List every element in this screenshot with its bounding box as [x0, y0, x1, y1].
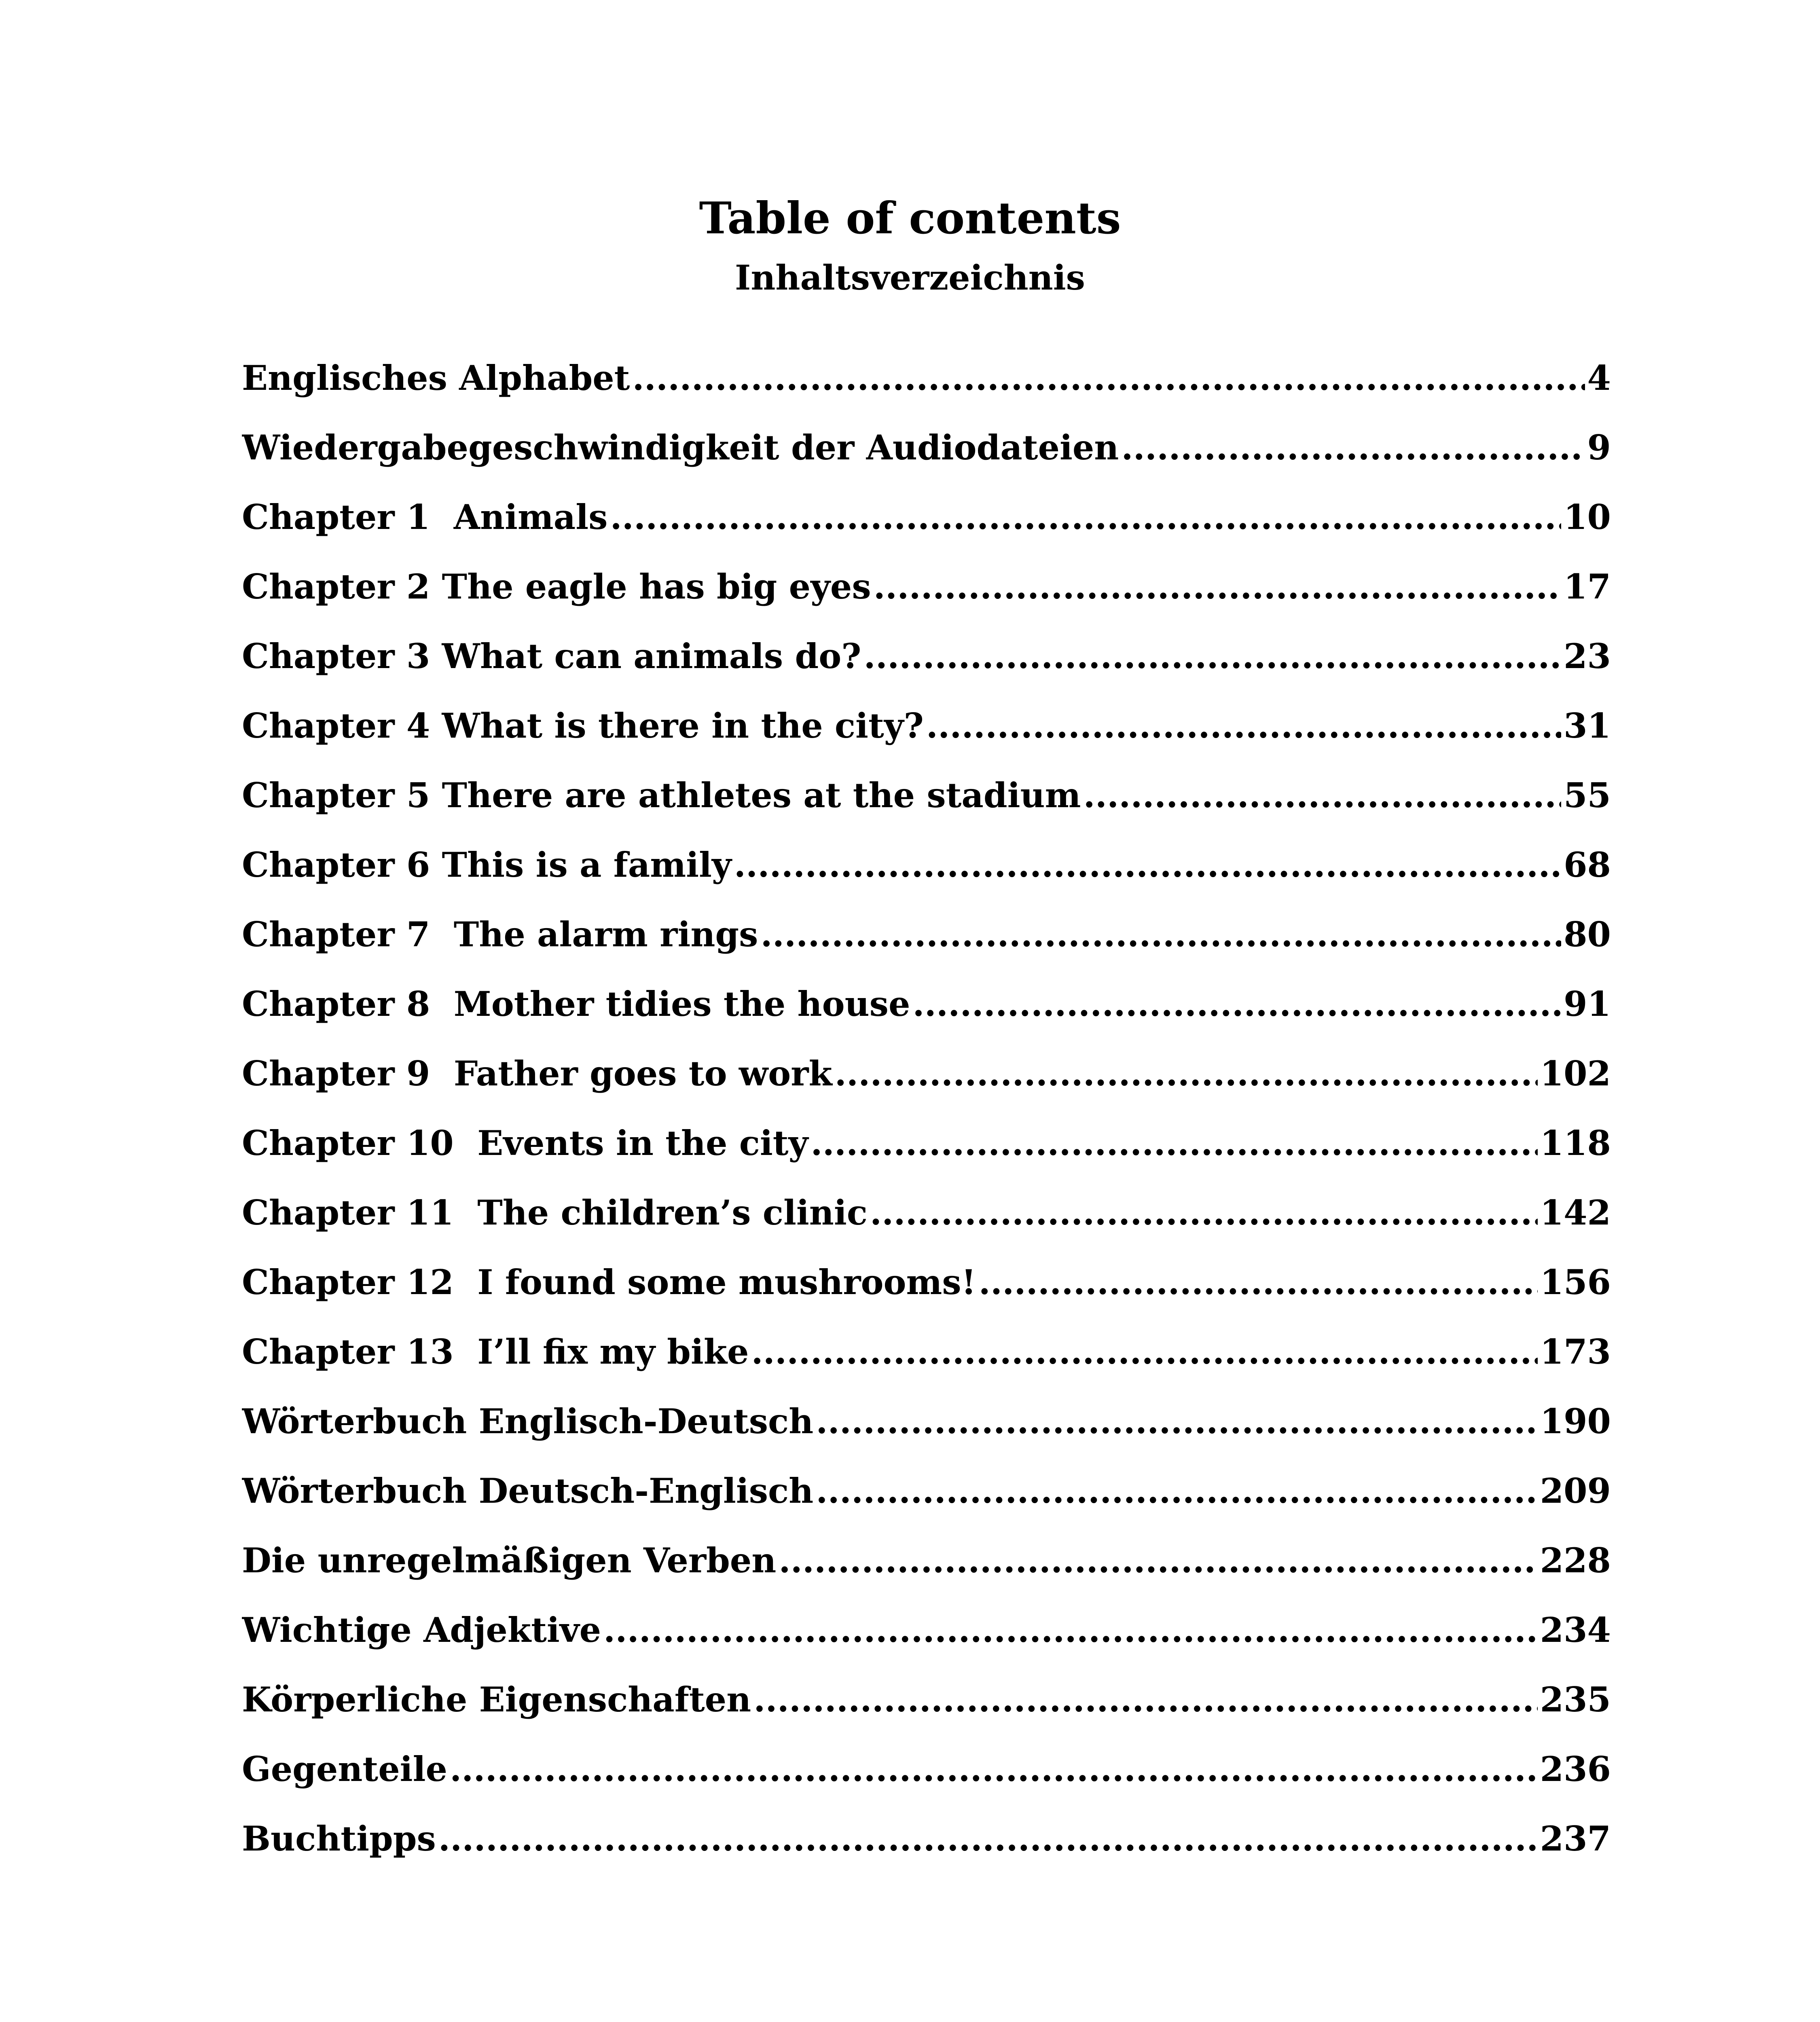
- toc-entry-label: Chapter 13 I’ll fix my bike: [242, 1332, 749, 1372]
- toc-dot-leader: [753, 1677, 1537, 1722]
- toc-entry-label: Chapter 12 I found some mushrooms!: [242, 1262, 976, 1302]
- toc-entry[interactable]: [242, 1469, 1611, 1538]
- toc-entry[interactable]: [242, 704, 1611, 773]
- toc-entry[interactable]: [242, 1538, 1611, 1608]
- toc-entry-label: Chapter 5 There are athletes at the stadium: [242, 775, 1081, 815]
- toc-entry-label: Englisches Alphabet: [242, 358, 630, 398]
- toc-entry-page: 236: [1540, 1749, 1611, 1789]
- toc-entry-page: 209: [1540, 1471, 1611, 1511]
- toc-dot-leader: [450, 1747, 1538, 1791]
- toc-entry-label: Körperliche Eigenschaften: [242, 1679, 751, 1720]
- toc-entry-label: Chapter 8 Mother tidies the house: [242, 984, 910, 1024]
- toc-dot-leader: [1083, 773, 1561, 818]
- toc-dot-leader: [835, 1051, 1538, 1096]
- toc-entry[interactable]: [242, 634, 1611, 704]
- toc-entry[interactable]: [242, 425, 1611, 495]
- toc-entry-label: Buchtipps: [242, 1819, 436, 1859]
- toc-entry-page: 17: [1564, 567, 1611, 607]
- toc-dot-leader: [926, 704, 1561, 748]
- toc-entry[interactable]: [242, 495, 1611, 565]
- toc-entry-page: 55: [1564, 775, 1611, 815]
- toc-dot-leader: [816, 1469, 1537, 1513]
- toc-entry[interactable]: [242, 1747, 1611, 1817]
- toc-entry-page: 80: [1564, 914, 1611, 954]
- toc-dot-leader: [751, 1330, 1537, 1374]
- toc-dot-leader: [912, 982, 1561, 1026]
- toc-entry[interactable]: [242, 1399, 1611, 1469]
- toc-entry[interactable]: [242, 1260, 1611, 1330]
- toc-dot-leader: [760, 912, 1561, 957]
- toc-entry-label: Chapter 6 This is a family: [242, 845, 732, 885]
- toc-entry-page: 190: [1540, 1401, 1611, 1441]
- toc-dot-leader: [632, 356, 1585, 400]
- toc-dot-leader: [870, 1191, 1538, 1235]
- toc-entry-label: Chapter 2 The eagle has big eyes: [242, 567, 871, 607]
- toc-entry[interactable]: [242, 1191, 1611, 1260]
- toc-entry-label: Chapter 3 What can animals do?: [242, 636, 861, 676]
- toc-entry-label: Wiedergabegeschwindigkeit der Audiodateien: [242, 427, 1119, 467]
- toc-entry[interactable]: [242, 356, 1611, 425]
- toc-dot-leader: [603, 1608, 1538, 1652]
- toc-entry-page: 23: [1564, 636, 1611, 676]
- toc-entry-label: Chapter 7 The alarm rings: [242, 914, 758, 954]
- toc-entry[interactable]: [242, 912, 1611, 982]
- toc-entry-label: Wörterbuch Englisch-Deutsch: [242, 1401, 814, 1441]
- toc-dot-leader: [811, 1121, 1537, 1165]
- toc-entry-page: 234: [1540, 1610, 1611, 1650]
- toc-entry[interactable]: [242, 1121, 1611, 1191]
- toc-entry-page: 173: [1540, 1332, 1611, 1372]
- toc-entry[interactable]: [242, 1330, 1611, 1399]
- toc-entry-page: 102: [1540, 1053, 1611, 1093]
- toc-entry-page: 4: [1587, 358, 1611, 398]
- page-subtitle: Inhaltsverzeichnis: [735, 258, 1085, 298]
- table-of-contents: [242, 356, 1611, 1886]
- toc-entry[interactable]: [242, 1677, 1611, 1747]
- toc-entry-page: 237: [1540, 1819, 1611, 1859]
- toc-entry-label: Wörterbuch Deutsch-Englisch: [242, 1471, 814, 1511]
- toc-dot-leader: [863, 634, 1561, 679]
- toc-entry[interactable]: [242, 1051, 1611, 1121]
- toc-entry[interactable]: [242, 773, 1611, 843]
- toc-entry-label: Gegenteile: [242, 1749, 447, 1789]
- toc-entry-page: 91: [1564, 984, 1611, 1024]
- toc-dot-leader: [438, 1817, 1538, 1861]
- toc-entry[interactable]: [242, 982, 1611, 1051]
- toc-entry[interactable]: [242, 843, 1611, 912]
- toc-dot-leader: [979, 1260, 1538, 1305]
- toc-entry-page: 9: [1587, 427, 1611, 467]
- toc-dot-leader: [1121, 425, 1585, 470]
- toc-dot-leader: [610, 495, 1561, 539]
- toc-dot-leader: [779, 1538, 1537, 1583]
- toc-entry-label: Wichtige Adjektive: [242, 1610, 601, 1650]
- toc-entry-label: Chapter 10 Events in the city: [242, 1123, 808, 1163]
- toc-entry-label: Die unregelmäßigen Verben: [242, 1540, 777, 1580]
- toc-entry-page: 228: [1540, 1540, 1611, 1580]
- toc-entry-page: 31: [1564, 706, 1611, 746]
- toc-entry-label: Chapter 4 What is there in the city?: [242, 706, 924, 746]
- toc-entry-page: 68: [1564, 845, 1611, 885]
- toc-dot-leader: [734, 843, 1561, 887]
- toc-entry-page: 156: [1540, 1262, 1611, 1302]
- toc-entry[interactable]: [242, 565, 1611, 634]
- toc-dot-leader: [816, 1399, 1537, 1444]
- toc-entry[interactable]: [242, 1817, 1611, 1886]
- toc-entry-label: Chapter 1 Animals: [242, 497, 608, 537]
- toc-entry-label: Chapter 11 The children’s clinic: [242, 1193, 868, 1233]
- toc-entry-page: 118: [1540, 1123, 1611, 1163]
- toc-entry[interactable]: [242, 1608, 1611, 1677]
- toc-entry-page: 142: [1540, 1193, 1611, 1233]
- toc-entry-page: 235: [1540, 1679, 1611, 1720]
- page-title: Table of contents: [699, 193, 1121, 244]
- toc-dot-leader: [874, 565, 1561, 609]
- toc-entry-page: 10: [1564, 497, 1611, 537]
- toc-entry-label: Chapter 9 Father goes to work: [242, 1053, 832, 1093]
